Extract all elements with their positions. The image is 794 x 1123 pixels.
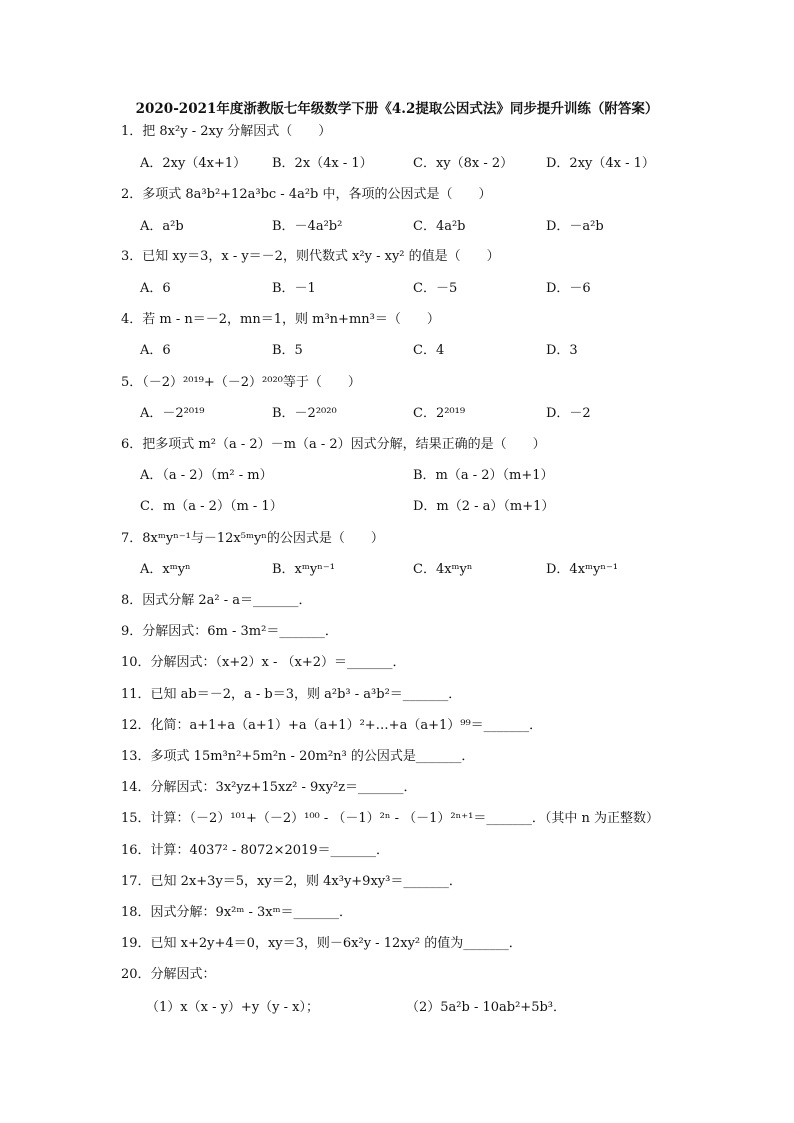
q4-option-c: C．4 [413, 343, 445, 358]
question-17: 17．已知 2x+3y＝5，xy＝2，则 4x³y+9xy³＝_______． [121, 874, 462, 889]
q4-option-b: B．5 [272, 343, 303, 358]
question-2: 2．多项式 8a³b²+12a³bc - 4a²b 中，各项的公因式是（ ） [121, 187, 492, 202]
question-14: 14．分解因式：3x²yz+15xz² - 9xy²z＝_______． [121, 780, 417, 795]
question-19: 19．已知 x+2y+4＝0，xy＝3，则－6x²y - 12xy² 的值为_______． [121, 936, 522, 951]
question-9: 9．分解因式：6m - 3m²＝_______． [121, 624, 338, 639]
q4-option-a: A．6 [140, 343, 171, 358]
question-20: 20．分解因式： [121, 967, 216, 982]
question-11: 11．已知 ab＝－2，a - b＝3，则 a²b³ - a³b²＝_______． [121, 687, 462, 702]
question-13: 13．多项式 15m³n²+5m²n - 20m²n³ 的公因式是_______． [121, 749, 475, 764]
question-6: 6．把多项式 m²（a - 2）－m（a - 2）因式分解，结果正确的是（ ） [121, 437, 546, 452]
q5-option-d: D．－2 [546, 406, 591, 421]
question-8: 8．因式分解 2a² - a＝_______． [121, 593, 312, 608]
question-3: 3．已知 xy＝3，x - y＝－2，则代数式 x²y - xy² 的值是（ ） [121, 249, 500, 264]
question-18: 18．因式分解：9x²ᵐ - 3xᵐ＝_______． [121, 905, 353, 920]
q1-option-d: D．2xy（4x - 1） [546, 156, 655, 171]
q7-option-c: C．4xᵐyⁿ [413, 562, 473, 577]
question-5: 5．（－2）²⁰¹⁹+（－2）²⁰²⁰等于（ ） [121, 375, 361, 390]
q3-option-d: D．－6 [546, 281, 591, 296]
q1-option-b: B．2x（4x - 1） [272, 156, 373, 171]
question-10: 10．分解因式：（x+2）x - （x+2）＝_______． [121, 655, 406, 670]
q7-option-a: A．xᵐyⁿ [140, 562, 191, 577]
q5-option-b: B．－2²⁰²⁰ [272, 406, 337, 421]
q2-option-c: C．4a²b [413, 219, 466, 234]
q6-option-b: B．m（a - 2）（m+1） [413, 468, 554, 483]
question-7: 7．8xᵐyⁿ⁻¹与－12x⁵ᵐyⁿ的公因式是（ ） [121, 531, 384, 546]
q2-option-a: A．a²b [140, 219, 184, 234]
question-16: 16．计算：4037² - 8072×2019＝_______． [121, 843, 390, 858]
q20-part-2: （2）5a²b - 10ab²+5b³． [406, 1000, 567, 1015]
q6-option-a: A．（a - 2）（m² - m） [140, 468, 273, 483]
document-title: 2020-2021年度浙教版七年级数学下册《4.2提取公因式法》同步提升训练（附答案） [135, 101, 659, 117]
q1-option-a: A．2xy（4x+1） [140, 156, 247, 171]
q2-option-b: B．－4a²b² [272, 219, 343, 234]
q20-part-1: （1）x（x - y）+y（y - x）； [146, 1000, 320, 1015]
q4-option-d: D．3 [546, 343, 578, 358]
question-12: 12．化简：a+1+a（a+1）+a（a+1）²+…+a（a+1）⁹⁹＝_______． [121, 718, 543, 733]
q5-option-c: C．2²⁰¹⁹ [413, 406, 466, 421]
q5-option-a: A．－2²⁰¹⁹ [140, 406, 205, 421]
q1-option-c: C．xy（8x - 2） [413, 156, 514, 171]
q3-option-a: A．6 [140, 281, 171, 296]
q7-option-b: B．xᵐyⁿ⁻¹ [272, 562, 335, 577]
question-4: 4．若 m - n＝－2，mn＝1，则 m³n+mn³＝（ ） [121, 312, 440, 327]
q2-option-d: D．－a²b [546, 219, 604, 234]
q6-option-c: C．m（a - 2）（m - 1） [140, 499, 283, 514]
question-1: 1．把 8x²y - 2xy 分解因式（ ） [121, 124, 332, 139]
q7-option-d: D．4xᵐyⁿ⁻¹ [546, 562, 619, 577]
question-15: 15．计算：（－2）¹⁰¹+（－2）¹⁰⁰ - （－1）²ⁿ - （－1）²ⁿ⁺¹＝_______．（其中 n 为正整数） [121, 811, 659, 826]
q6-option-d: D．m（2 - a）（m+1） [413, 499, 555, 514]
q3-option-b: B．－1 [272, 281, 316, 296]
q3-option-c: C．－5 [413, 281, 458, 296]
